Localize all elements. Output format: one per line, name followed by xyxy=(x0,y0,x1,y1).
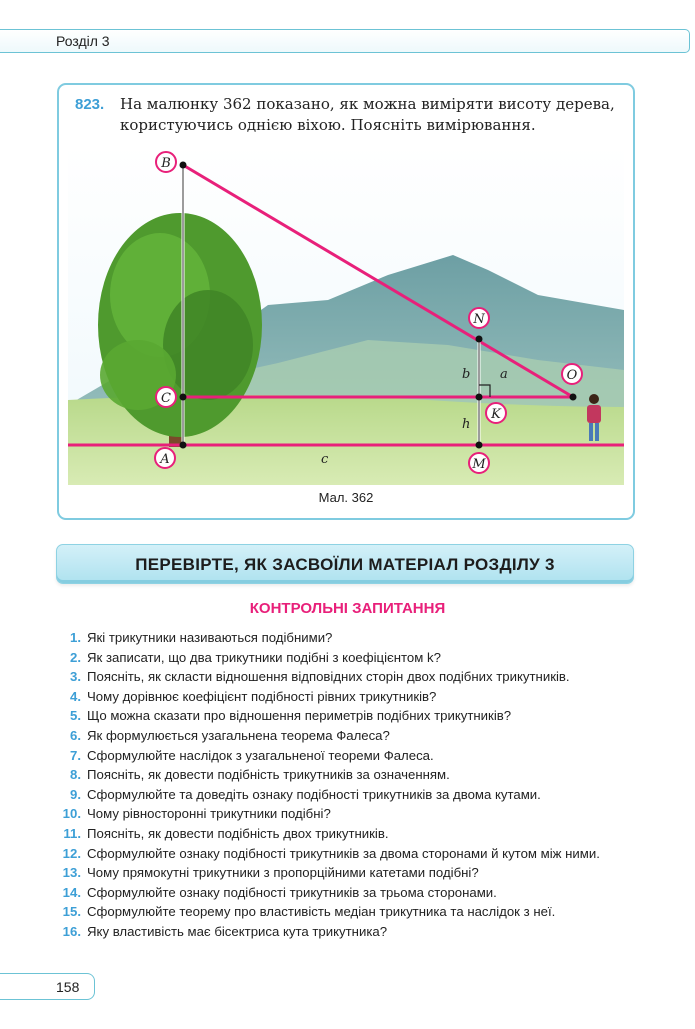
point-label-O xyxy=(562,364,582,384)
question-number: 5. xyxy=(70,708,81,724)
question-number: 11. xyxy=(63,825,81,841)
question-text: Сформулюйте та доведіть ознаку подібності трикутників за двома кутами. xyxy=(87,786,541,802)
point-label-M xyxy=(469,453,489,473)
point-label-text: N xyxy=(473,312,485,327)
point-label-N xyxy=(469,308,489,328)
person-leg xyxy=(589,423,593,441)
segment-label-b: b xyxy=(462,367,471,382)
question-text: Як формулюється узагальнена теорема Фалеса? xyxy=(87,727,390,743)
segment-label-h: h xyxy=(462,417,471,432)
question-number: 13. xyxy=(62,865,81,881)
point-label-text: A xyxy=(160,452,170,467)
question-text: Чому прямокутні трикутники з пропорційними катетами подібні? xyxy=(87,865,479,881)
page-number: 158 xyxy=(56,979,80,995)
question-item xyxy=(58,883,638,903)
questions-list xyxy=(58,628,638,942)
question-number: 7. xyxy=(70,747,81,763)
question-text: Як записати, що два трикутники подібні з коефіцієнтом k? xyxy=(87,649,441,665)
question-text: Поясніть, як довести подібність трикутників за означенням. xyxy=(87,767,450,783)
section-title: Розділ 3 xyxy=(56,33,110,49)
question-item xyxy=(58,902,638,922)
question-item xyxy=(58,706,638,726)
questions-title: КОНТРОЛЬНІ ЗАПИТАННЯ xyxy=(249,600,446,617)
point-dot-N xyxy=(476,336,483,343)
person-head xyxy=(589,394,599,404)
point-dot-C xyxy=(180,394,187,401)
point-label-C xyxy=(156,387,176,407)
question-item xyxy=(58,765,638,785)
problem-box xyxy=(57,83,635,520)
question-item xyxy=(58,648,638,668)
question-number: 9. xyxy=(70,786,81,802)
point-label-A xyxy=(155,448,175,468)
question-item xyxy=(58,628,638,648)
point-dot-M xyxy=(476,442,483,449)
figure-caption: Мал. 362 xyxy=(318,490,374,505)
question-text: Поясніть, як довести подібність двох трикутників. xyxy=(87,825,389,841)
question-text: Сформулюйте теорему про властивість медіан трикутника та наслідок з неї. xyxy=(87,904,556,920)
segment-label-c: c xyxy=(321,452,329,467)
tree-crown-shade xyxy=(163,290,253,400)
person-body xyxy=(587,405,601,423)
point-label-B xyxy=(156,152,176,172)
tree-height-figure xyxy=(68,145,624,485)
point-dot-A xyxy=(180,442,187,449)
question-number: 6. xyxy=(70,727,81,743)
point-label-text: B xyxy=(161,156,171,171)
problem-text: На малюнку 362 показано, як можна виміряти висоту дерева, користуючись однією віхою. Поясніть вимірювання. xyxy=(120,95,615,134)
point-dot-O xyxy=(570,394,577,401)
question-item xyxy=(58,746,638,766)
segment-label-a: a xyxy=(500,367,508,382)
question-number: 3. xyxy=(70,669,81,685)
question-item xyxy=(58,667,638,687)
question-number: 12. xyxy=(62,845,81,861)
point-label-text: M xyxy=(472,457,486,472)
check-banner xyxy=(56,544,634,584)
page-number-tab xyxy=(0,973,95,1000)
question-item xyxy=(58,804,638,824)
person-leg xyxy=(595,423,599,441)
question-text: Поясніть, як скласти відношення відповідних сторін двох подібних трикутників. xyxy=(87,669,570,685)
point-label-text: K xyxy=(491,407,501,422)
question-text: Чому рівносторонні трикутники подібні? xyxy=(87,806,331,822)
check-title: ПЕРЕВІРТЕ, ЯК ЗАСВОЇЛИ МАТЕРІАЛ РОЗДІЛУ 3 xyxy=(135,555,555,574)
point-dot-B xyxy=(180,162,187,169)
question-number: 14. xyxy=(62,884,81,900)
point-label-text: O xyxy=(566,368,578,383)
question-item xyxy=(58,785,638,805)
question-number: 2. xyxy=(70,649,81,665)
question-number: 1. xyxy=(70,630,81,645)
question-item xyxy=(58,687,638,707)
question-number: 10. xyxy=(62,806,81,822)
question-item xyxy=(58,824,638,844)
question-item xyxy=(58,726,638,746)
question-text: Що можна сказати про відношення периметрів подібних трикутників? xyxy=(87,708,512,724)
question-number: 15. xyxy=(62,904,81,920)
point-label-text: C xyxy=(161,391,171,406)
question-item xyxy=(58,922,638,942)
point-label-K xyxy=(486,403,506,423)
question-number: 4. xyxy=(70,688,81,704)
question-text: Сформулюйте наслідок з узагальненої теореми Фалеса. xyxy=(87,747,434,763)
question-number: 8. xyxy=(70,767,81,783)
question-text: Сформулюйте ознаку подібності трикутників за трьома сторонами. xyxy=(87,884,497,900)
problem-number: 823. xyxy=(75,96,105,113)
question-text: Яку властивість має бісектриса кута трикутника? xyxy=(87,923,388,939)
question-text: Які трикутники називаються подібними? xyxy=(87,630,333,645)
question-item xyxy=(58,844,638,864)
question-text: Сформулюйте ознаку подібності трикутників за двома сторонами й кутом між ними. xyxy=(87,845,600,861)
question-text: Чому дорівнює коефіцієнт подібності рівних трикутників? xyxy=(87,688,437,704)
question-number: 16. xyxy=(62,923,81,939)
point-dot-K xyxy=(476,394,483,401)
section-header-bar xyxy=(0,29,690,53)
question-item xyxy=(58,863,638,883)
